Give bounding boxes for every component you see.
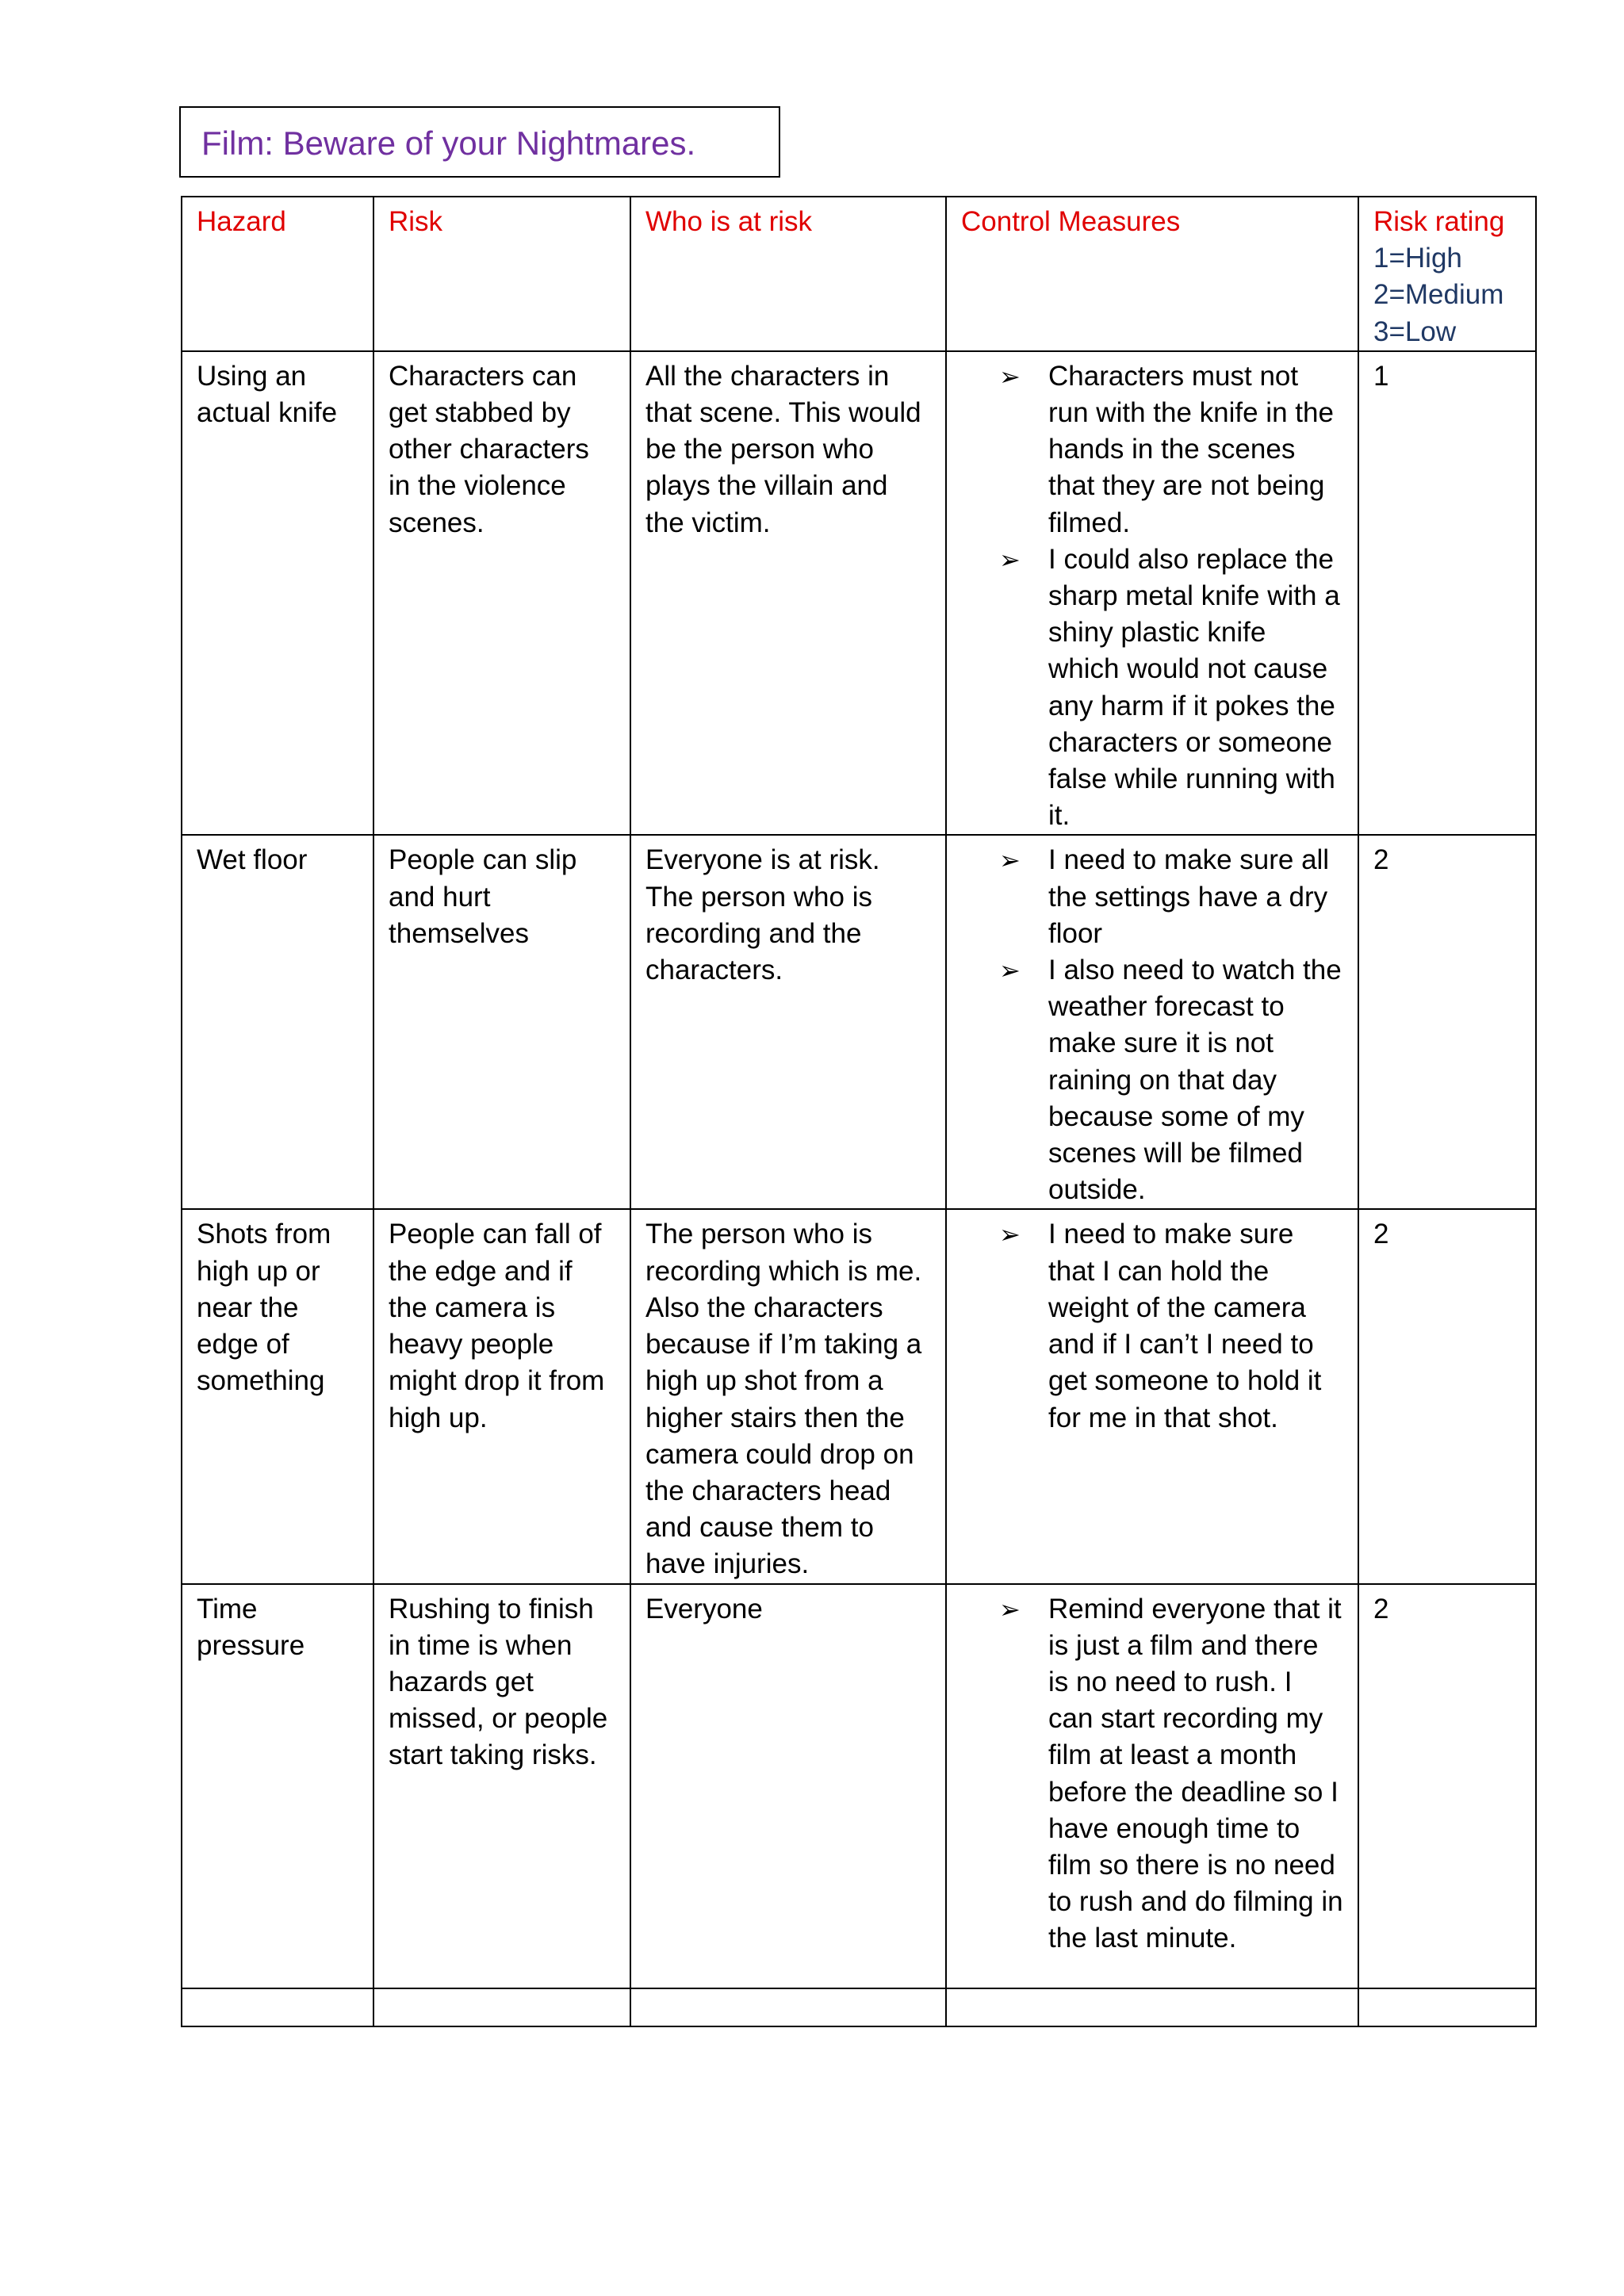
control-item <box>947 541 1343 835</box>
empty-cell <box>946 1988 1358 2026</box>
rating-scale-medium: 2=Medium <box>1373 279 1504 311</box>
header-control-label: Control Measures <box>961 206 1181 237</box>
empty-cell <box>1358 1988 1536 2026</box>
header-hazard <box>182 197 373 351</box>
control-item <box>947 1216 1343 1436</box>
arrowhead-bullet-icon: ➢ <box>999 1594 1021 1624</box>
empty-cell <box>182 1988 373 2026</box>
rating-cell: 2 <box>1358 1584 1536 1988</box>
control-text: Characters must not run with the knife in the hands in the scenes that they are not being filmed. <box>1048 360 1334 538</box>
empty-cell <box>373 1988 630 2026</box>
control-text: I need to make sure that I can hold the weight of the camera and if I can’t I need to get someone to hold it for me in that shot. <box>1048 1219 1322 1433</box>
hazard-cell: Shots from high up or near the edge of something <box>182 1209 373 1583</box>
table-row <box>182 351 1536 836</box>
document-title: Film: Beware of your Nightmares. <box>201 124 696 162</box>
control-list <box>947 1216 1343 1436</box>
control-cell <box>946 1209 1358 1583</box>
control-text: I need to make sure all the settings have a dry floor <box>1048 844 1330 949</box>
control-list <box>947 1591 1343 1957</box>
header-risk <box>373 197 630 351</box>
risk-cell: Characters can get stabbed by other characters in the violence scenes. <box>373 351 630 836</box>
arrowhead-bullet-icon: ➢ <box>999 846 1021 875</box>
hazard-cell: Wet floor <box>182 835 373 1209</box>
rating-cell: 2 <box>1358 835 1536 1209</box>
empty-row <box>182 1988 1536 2026</box>
control-item <box>947 842 1343 952</box>
control-list <box>947 842 1343 1208</box>
control-cell <box>946 1584 1358 1988</box>
arrowhead-bullet-icon: ➢ <box>999 1220 1021 1249</box>
table-row <box>182 1584 1536 1988</box>
who-cell: All the characters in that scene. This would be the person who plays the villain and the victim. <box>630 351 946 836</box>
arrowhead-bullet-icon: ➢ <box>999 956 1021 985</box>
control-item <box>947 952 1343 1208</box>
table-row <box>182 835 1536 1209</box>
header-hazard-label: Hazard <box>197 206 286 237</box>
control-text: Remind everyone that it is just a film and there is no need to rush. I can start recording my film at least a month before the deadline so I have enough time to film so there is no need to rush and do filming in the last minute. <box>1048 1593 1343 1954</box>
arrowhead-bullet-icon: ➢ <box>999 362 1021 391</box>
rating-scale-high: 1=High <box>1373 243 1462 274</box>
control-text: I also need to watch the weather forecast to make sure it is not raining on that day because some of my scenes will be filmed outside. <box>1048 955 1342 1206</box>
header-risk-label: Risk <box>389 206 443 237</box>
who-cell: The person who is recording which is me. Also the characters because if I’m taking a high up shot from a higher stairs then the camera could drop on the characters head and cause them to have injuries. <box>630 1209 946 1583</box>
risk-cell: Rushing to finish in time is when hazards get missed, or people start taking risks. <box>373 1584 630 1988</box>
header-rating <box>1358 197 1536 351</box>
header-rating-label: Risk rating <box>1373 206 1505 237</box>
table-row <box>182 1209 1536 1583</box>
header-row <box>182 197 1536 351</box>
control-cell <box>946 351 1358 836</box>
risk-assessment-table <box>181 196 1537 2027</box>
empty-cell <box>630 1988 946 2026</box>
control-cell <box>946 835 1358 1209</box>
control-list <box>947 358 1343 835</box>
header-control <box>946 197 1358 351</box>
hazard-cell: Time pressure <box>182 1584 373 1988</box>
header-who <box>630 197 946 351</box>
title-box <box>179 106 780 178</box>
rating-cell: 2 <box>1358 1209 1536 1583</box>
control-text: I could also replace the sharp metal knife with a shiny plastic knife which would not cause any harm if it pokes the characters or someone false while running with it. <box>1048 543 1340 832</box>
hazard-cell: Using an actual knife <box>182 351 373 836</box>
control-item <box>947 358 1343 541</box>
who-cell: Everyone <box>630 1584 946 1988</box>
risk-cell: People can slip and hurt themselves <box>373 835 630 1209</box>
arrowhead-bullet-icon: ➢ <box>999 545 1021 574</box>
control-item <box>947 1591 1343 1957</box>
header-who-label: Who is at risk <box>645 206 813 237</box>
risk-cell: People can fall of the edge and if the camera is heavy people might drop it from high up. <box>373 1209 630 1583</box>
rating-cell: 1 <box>1358 351 1536 836</box>
rating-scale-low: 3=Low <box>1373 316 1457 347</box>
who-cell: Everyone is at risk. The person who is recording and the characters. <box>630 835 946 1209</box>
